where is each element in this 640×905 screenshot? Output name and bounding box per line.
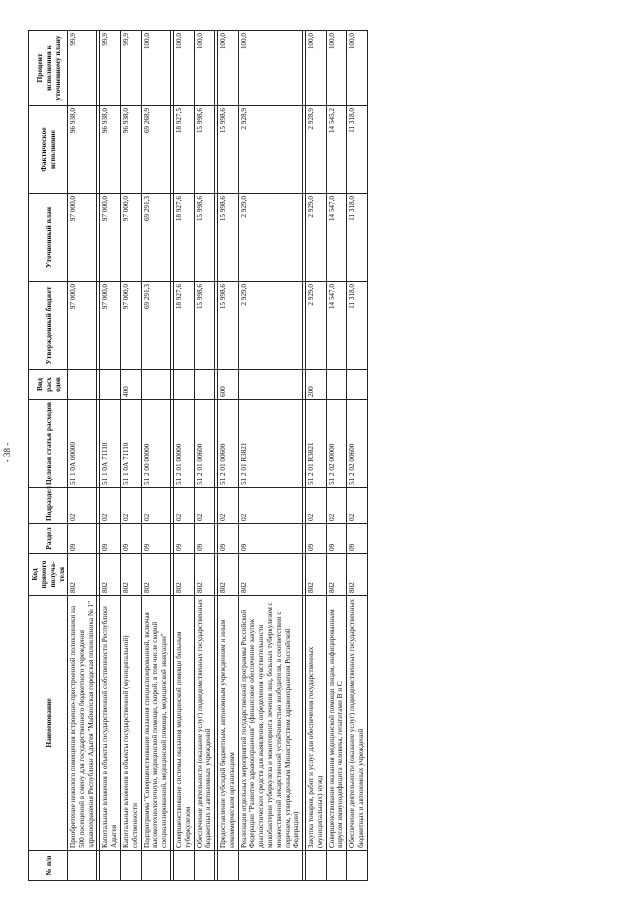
cell-actual: 2 928,9 — [238, 106, 302, 194]
cell-section: 09 — [218, 524, 239, 554]
cell-num — [194, 851, 215, 881]
cell-exptype: 600 — [218, 370, 239, 400]
table-body — [68, 31, 368, 881]
cell-approved: 2 929,0 — [306, 282, 327, 370]
cell-target: 51 2 01 00600 — [194, 400, 215, 488]
cell-name: Совершенствование оказания медицинской помощи лицам, инфицированным вирусом иммунодефицита человека, гепатитами В и С — [326, 596, 347, 851]
cell-refined: 15 998,6 — [218, 194, 239, 282]
header-percent: Процент исполнения к уточненному плану — [29, 31, 68, 106]
cell-subsection: 02 — [121, 488, 142, 524]
cell-percent: 100,0 — [238, 31, 302, 106]
cell-name: Приобретение нежилого помещения встроенно-пристроенной поликлиники на 500 посещений в смену для государственного бюджетного учреждения здравоохранения Республики Адыгея "Майкопская городская поликлиника № 1" — [68, 596, 97, 851]
cell-name: Капитальные вложения в объекты государственной (муниципальной) собственности — [121, 596, 142, 851]
cell-subsection: 02 — [194, 488, 215, 524]
cell-code: 802 — [194, 554, 215, 596]
cell-subsection: 02 — [173, 488, 194, 524]
header-approved: Утвержденный бюджет — [29, 282, 68, 370]
cell-target: 51 2 01 R3821 — [238, 400, 302, 488]
cell-exptype — [100, 370, 121, 400]
cell-exptype — [326, 370, 347, 400]
cell-name: Совершенствование системы оказания медицинской помощи больным туберкулезом — [173, 596, 194, 851]
cell-target: 51 2 00 00000 — [141, 400, 170, 488]
cell-percent: 100,0 — [347, 31, 368, 106]
table-row — [326, 31, 347, 881]
table-row — [68, 31, 97, 881]
header-subsection: Подраздел — [29, 488, 68, 524]
cell-approved: 15 998,6 — [218, 282, 239, 370]
cell-approved: 18 927,6 — [173, 282, 194, 370]
cell-actual: 96 938,0 — [100, 106, 121, 194]
cell-code: 802 — [306, 554, 327, 596]
cell-name: Предоставление субсидий бюджетным, автономным учреждениям и иным некоммерческим организациям — [218, 596, 239, 851]
cell-approved: 2 929,0 — [238, 282, 302, 370]
cell-code: 802 — [326, 554, 347, 596]
cell-actual: 96 938,0 — [68, 106, 97, 194]
table-row — [347, 31, 368, 881]
cell-target: 51 2 01 R3821 — [306, 400, 327, 488]
cell-num — [68, 851, 97, 881]
cell-section: 09 — [100, 524, 121, 554]
table-header-row — [29, 31, 68, 881]
cell-approved: 15 998,6 — [194, 282, 215, 370]
cell-approved: 14 547,0 — [326, 282, 347, 370]
cell-section: 09 — [238, 524, 302, 554]
cell-code: 802 — [347, 554, 368, 596]
cell-exptype — [173, 370, 194, 400]
table-row — [238, 31, 302, 881]
cell-percent: 100,0 — [218, 31, 239, 106]
header-num: № п/п — [29, 851, 68, 881]
table-row — [218, 31, 239, 881]
cell-exptype — [68, 370, 97, 400]
cell-refined: 14 547,0 — [326, 194, 347, 282]
cell-section: 09 — [326, 524, 347, 554]
cell-name: Подпрограмма "Совершенствование оказания специализированной, включая высокотехнологичную, медицинской помощи, скорой, в том числе скорой специализированной, медицинской помощи, медицинской эвакуации" — [141, 596, 170, 851]
cell-subsection: 02 — [141, 488, 170, 524]
cell-target: 51 1 0А 71110 — [100, 400, 121, 488]
table-row — [100, 31, 121, 881]
cell-actual: 96 938,0 — [121, 106, 142, 194]
header-refined: Уточненный план — [29, 194, 68, 282]
cell-approved: 97 000,0 — [121, 282, 142, 370]
cell-exptype — [238, 370, 302, 400]
cell-code: 802 — [100, 554, 121, 596]
cell-percent: 100,0 — [173, 31, 194, 106]
cell-subsection: 02 — [218, 488, 239, 524]
table-row — [173, 31, 194, 881]
budget-table — [28, 30, 368, 881]
header-actual: Фактическое исполнение — [29, 106, 68, 194]
cell-percent: 100,0 — [141, 31, 170, 106]
table-row — [121, 31, 142, 881]
cell-percent: 99,9 — [121, 31, 142, 106]
cell-subsection: 02 — [238, 488, 302, 524]
table-row — [306, 31, 327, 881]
cell-target: 51 2 02 00600 — [347, 400, 368, 488]
cell-code: 802 — [68, 554, 97, 596]
cell-num — [347, 851, 368, 881]
cell-code: 802 — [238, 554, 302, 596]
cell-num — [100, 851, 121, 881]
cell-section: 09 — [347, 524, 368, 554]
cell-actual: 69 268,9 — [141, 106, 170, 194]
cell-section: 09 — [194, 524, 215, 554]
cell-section: 09 — [141, 524, 170, 554]
cell-code: 802 — [121, 554, 142, 596]
cell-target: 51 2 01 00600 — [218, 400, 239, 488]
cell-name: Закупка товаров, работ и услуг для обеспечения государственных (муниципальных) нужд — [306, 596, 327, 851]
cell-actual: 11 318,0 — [347, 106, 368, 194]
header-code: Код прямого получа-теля — [29, 554, 68, 596]
cell-target: 51 1 0А 71110 — [121, 400, 142, 488]
cell-code: 802 — [173, 554, 194, 596]
cell-subsection: 02 — [68, 488, 97, 524]
cell-refined: 97 000,0 — [100, 194, 121, 282]
cell-percent: 100,0 — [306, 31, 327, 106]
cell-section: 09 — [173, 524, 194, 554]
cell-num — [121, 851, 142, 881]
header-name: Наименование — [29, 596, 68, 851]
cell-num — [306, 851, 327, 881]
cell-section: 09 — [306, 524, 327, 554]
cell-code: 802 — [141, 554, 170, 596]
cell-percent: 99,9 — [68, 31, 97, 106]
cell-percent: 99,9 — [100, 31, 121, 106]
cell-subsection: 02 — [347, 488, 368, 524]
cell-approved: 97 000,0 — [100, 282, 121, 370]
table-row — [194, 31, 215, 881]
cell-approved: 11 318,0 — [347, 282, 368, 370]
cell-refined: 18 927,6 — [173, 194, 194, 282]
cell-name: Обеспечение деятельности (оказание услуг) подведомственных государственных бюджетных и автономных учреждений — [194, 596, 215, 851]
cell-num — [326, 851, 347, 881]
cell-refined: 2 929,0 — [306, 194, 327, 282]
cell-name: Реализация отдельных мероприятий государственной программы Российской Федерации "Развитие здравоохранения" (финансовое обеспечение закупок диагностических средств для выявления, определения чувствительности микобактерии туберкулеза и мониторинга лечения лиц, больных туберкулезом с множественной лекарственной устойчивостью возбудителя, в соответствии с перечнем, утвержденным Министерством здравоохранения Российской Федерации) — [238, 596, 302, 851]
header-section: Раздел — [29, 524, 68, 554]
cell-actual: 18 927,5 — [173, 106, 194, 194]
cell-num — [238, 851, 302, 881]
cell-section: 09 — [121, 524, 142, 554]
cell-refined: 97 000,0 — [68, 194, 97, 282]
cell-subsection: 02 — [306, 488, 327, 524]
cell-actual: 15 998,6 — [194, 106, 215, 194]
cell-exptype — [194, 370, 215, 400]
cell-actual: 15 998,6 — [218, 106, 239, 194]
cell-exptype — [347, 370, 368, 400]
cell-exptype: 200 — [306, 370, 327, 400]
page-number: - 38 - — [2, 442, 12, 463]
cell-target: 51 1 0А 00000 — [68, 400, 97, 488]
cell-refined: 97 000,0 — [121, 194, 142, 282]
header-exptype: Вид расх одов — [29, 370, 68, 400]
cell-section: 09 — [68, 524, 97, 554]
cell-refined: 11 318,0 — [347, 194, 368, 282]
cell-subsection: 02 — [326, 488, 347, 524]
cell-name: Капитальные вложения в объекты государственной собственности Республики Адыгея — [100, 596, 121, 851]
cell-actual: 14 545,2 — [326, 106, 347, 194]
header-target: Целевая статья расходов — [29, 400, 68, 488]
cell-name: Обеспечение деятельности (оказание услуг) подведомственных государственных бюджетных и автономных учреждений — [347, 596, 368, 851]
cell-percent: 100,0 — [194, 31, 215, 106]
cell-refined: 2 929,0 — [238, 194, 302, 282]
cell-exptype: 400 — [121, 370, 142, 400]
cell-actual: 2 928,9 — [306, 106, 327, 194]
cell-target: 51 2 02 00000 — [326, 400, 347, 488]
cell-target: 51 2 01 00000 — [173, 400, 194, 488]
cell-refined: 69 291,3 — [141, 194, 170, 282]
cell-approved: 97 000,0 — [68, 282, 97, 370]
cell-num — [173, 851, 194, 881]
cell-subsection: 02 — [100, 488, 121, 524]
cell-code: 802 — [218, 554, 239, 596]
table-row — [141, 31, 170, 881]
cell-num — [218, 851, 239, 881]
cell-approved: 69 291,3 — [141, 282, 170, 370]
cell-refined: 15 998,6 — [194, 194, 215, 282]
cell-num — [141, 851, 170, 881]
cell-exptype — [141, 370, 170, 400]
cell-percent: 100,0 — [326, 31, 347, 106]
